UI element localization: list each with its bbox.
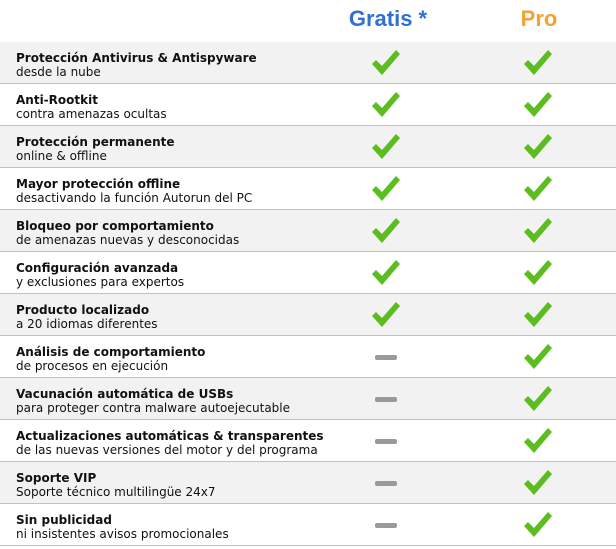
check-icon bbox=[523, 343, 553, 371]
pro-cell bbox=[508, 462, 568, 504]
pro-cell bbox=[508, 420, 568, 462]
feature-title: Bloqueo por comportamiento bbox=[16, 219, 214, 233]
pro-cell bbox=[508, 252, 568, 294]
gratis-cell bbox=[356, 504, 416, 546]
feature-title: Protección permanente bbox=[16, 135, 175, 149]
check-icon bbox=[523, 427, 553, 455]
feature-description: contra amenazas ocultas bbox=[16, 107, 167, 121]
pro-cell bbox=[508, 504, 568, 546]
dash-icon bbox=[375, 397, 397, 402]
gratis-cell bbox=[356, 462, 416, 504]
feature-description: desde la nube bbox=[16, 65, 101, 79]
check-icon bbox=[371, 91, 401, 119]
check-icon bbox=[523, 91, 553, 119]
gratis-cell bbox=[356, 42, 416, 84]
gratis-cell bbox=[356, 210, 416, 252]
gratis-cell bbox=[356, 294, 416, 336]
feature-title: Anti-Rootkit bbox=[16, 93, 98, 107]
feature-cell bbox=[16, 177, 346, 205]
table-row bbox=[0, 42, 616, 84]
table-row bbox=[0, 504, 616, 546]
gratis-cell bbox=[356, 168, 416, 210]
check-icon bbox=[371, 301, 401, 329]
feature-cell bbox=[16, 135, 346, 163]
check-icon bbox=[523, 175, 553, 203]
feature-description: online & offline bbox=[16, 149, 107, 163]
table-row bbox=[0, 252, 616, 294]
table-row bbox=[0, 336, 616, 378]
table-row bbox=[0, 126, 616, 168]
pro-cell bbox=[508, 168, 568, 210]
pro-cell bbox=[508, 126, 568, 168]
check-icon bbox=[523, 217, 553, 245]
pro-cell bbox=[508, 84, 568, 126]
table-row bbox=[0, 378, 616, 420]
feature-title: Actualizaciones automáticas & transparentes bbox=[16, 429, 324, 443]
feature-list bbox=[0, 42, 616, 546]
check-icon bbox=[371, 217, 401, 245]
check-icon bbox=[523, 469, 553, 497]
feature-title: Sin publicidad bbox=[16, 513, 112, 527]
feature-description: y exclusiones para expertos bbox=[16, 275, 185, 289]
dash-icon bbox=[375, 355, 397, 360]
pro-column-title: Pro bbox=[520, 6, 558, 31]
check-icon bbox=[371, 175, 401, 203]
check-icon bbox=[523, 511, 553, 539]
check-icon bbox=[371, 49, 401, 77]
check-icon bbox=[523, 301, 553, 329]
pro-cell bbox=[508, 378, 568, 420]
feature-title: Configuración avanzada bbox=[16, 261, 179, 275]
feature-title: Producto localizado bbox=[16, 303, 150, 317]
gratis-cell bbox=[356, 84, 416, 126]
dash-icon bbox=[375, 481, 397, 486]
table-row bbox=[0, 210, 616, 252]
feature-cell bbox=[16, 261, 346, 289]
feature-description: desactivando la función Autorun del PC bbox=[16, 191, 253, 205]
feature-description: Soporte técnico multilingüe 24x7 bbox=[16, 485, 216, 499]
table-header bbox=[0, 0, 616, 42]
dash-icon bbox=[375, 439, 397, 444]
feature-title: Vacunación automática de USBs bbox=[16, 387, 234, 401]
feature-cell bbox=[16, 345, 346, 373]
feature-cell bbox=[16, 513, 346, 541]
feature-title: Soporte VIP bbox=[16, 471, 97, 485]
pro-cell bbox=[508, 336, 568, 378]
check-icon bbox=[523, 133, 553, 161]
feature-cell bbox=[16, 51, 346, 79]
check-icon bbox=[523, 259, 553, 287]
row-divider bbox=[0, 545, 616, 546]
gratis-cell bbox=[356, 336, 416, 378]
gratis-cell bbox=[356, 378, 416, 420]
feature-cell bbox=[16, 219, 346, 247]
feature-title: Protección Antivirus & Antispyware bbox=[16, 51, 257, 65]
pro-cell bbox=[508, 294, 568, 336]
feature-title: Análisis de comportamiento bbox=[16, 345, 206, 359]
gratis-cell bbox=[356, 420, 416, 462]
feature-cell bbox=[16, 387, 346, 415]
pro-cell bbox=[508, 210, 568, 252]
table-row bbox=[0, 420, 616, 462]
pro-cell bbox=[508, 42, 568, 84]
check-icon bbox=[523, 385, 553, 413]
feature-description: de las nuevas versiones del motor y del programa bbox=[16, 443, 318, 457]
feature-cell bbox=[16, 303, 346, 331]
table-row bbox=[0, 84, 616, 126]
feature-title: Mayor protección offline bbox=[16, 177, 181, 191]
feature-cell bbox=[16, 93, 346, 121]
check-icon bbox=[371, 133, 401, 161]
gratis-cell bbox=[356, 126, 416, 168]
gratis-cell bbox=[356, 252, 416, 294]
feature-description: de amenazas nuevas y desconocidas bbox=[16, 233, 240, 247]
check-icon bbox=[523, 49, 553, 77]
feature-description: de procesos en ejecución bbox=[16, 359, 169, 373]
check-icon bbox=[371, 259, 401, 287]
feature-description: para proteger contra malware autoejecutable bbox=[16, 401, 291, 415]
feature-description: a 20 idiomas diferentes bbox=[16, 317, 158, 331]
feature-cell bbox=[16, 471, 346, 499]
dash-icon bbox=[375, 523, 397, 528]
table-row bbox=[0, 168, 616, 210]
gratis-column-title: Gratis * bbox=[348, 6, 428, 31]
table-row bbox=[0, 462, 616, 504]
table-row bbox=[0, 294, 616, 336]
feature-description: ni insistentes avisos promocionales bbox=[16, 527, 229, 541]
feature-cell bbox=[16, 429, 346, 457]
